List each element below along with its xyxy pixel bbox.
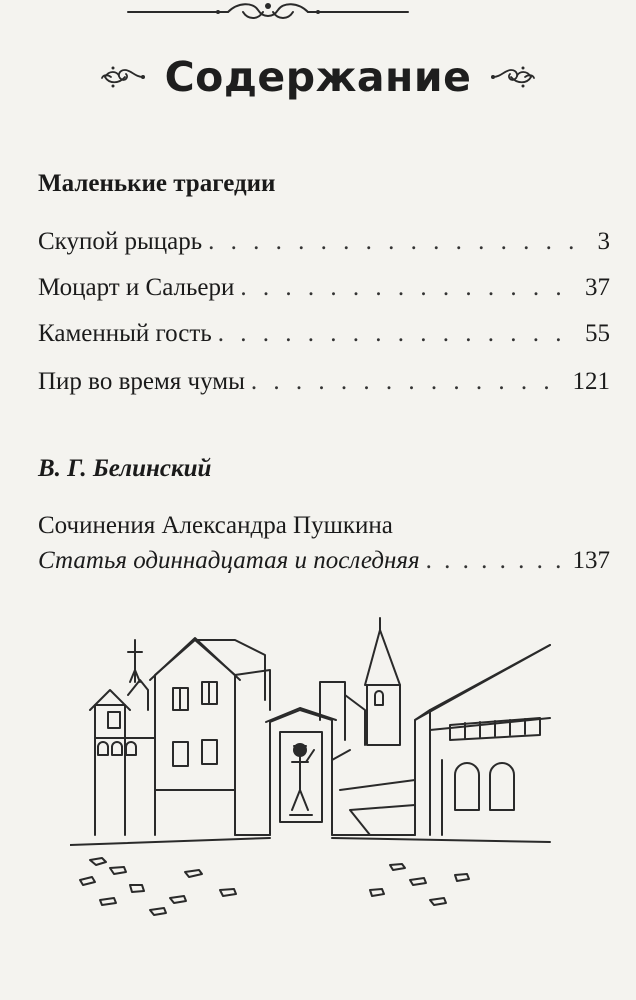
leader-dots (208, 226, 591, 258)
toc-entry-title: Сочинения Александра Пушкина (38, 512, 393, 539)
toc-entry[interactable] (38, 545, 610, 577)
toc-entry-title: Каменный гость (38, 320, 212, 347)
toc-entry[interactable] (38, 366, 610, 398)
toc-entry-title: Пир во время чумы (38, 368, 245, 395)
toc-entry-title: Моцарт и Сальери (38, 274, 235, 301)
toc-entry-page: 137 (572, 547, 610, 574)
leader-dots (426, 545, 567, 577)
section-heading: В. Г. Белинский (38, 455, 212, 482)
toc-entry-page: 37 (585, 274, 610, 301)
flourish-icon (99, 62, 147, 92)
section-heading: Маленькие трагедии (38, 170, 276, 197)
toc-entry-page: 3 (597, 228, 610, 255)
toc-entry-page: 55 (585, 320, 610, 347)
toc-entry-title: Скупой рыцарь (38, 228, 203, 255)
toc-entry[interactable] (38, 318, 610, 350)
leader-dots (218, 318, 579, 350)
toc-entry-page: 121 (572, 368, 610, 395)
flourish-icon (489, 62, 537, 92)
leader-dots (251, 366, 567, 398)
title-row (0, 52, 636, 102)
page-title: Содержание (164, 53, 472, 101)
toc-entry-title: Статья одиннадцатая и последняя (38, 547, 420, 574)
toc-entry[interactable] (38, 226, 610, 258)
town-street-illustration (70, 610, 570, 930)
toc-entry[interactable] (38, 272, 610, 304)
ornament-divider-icon (118, 0, 418, 22)
leader-dots (240, 272, 579, 304)
